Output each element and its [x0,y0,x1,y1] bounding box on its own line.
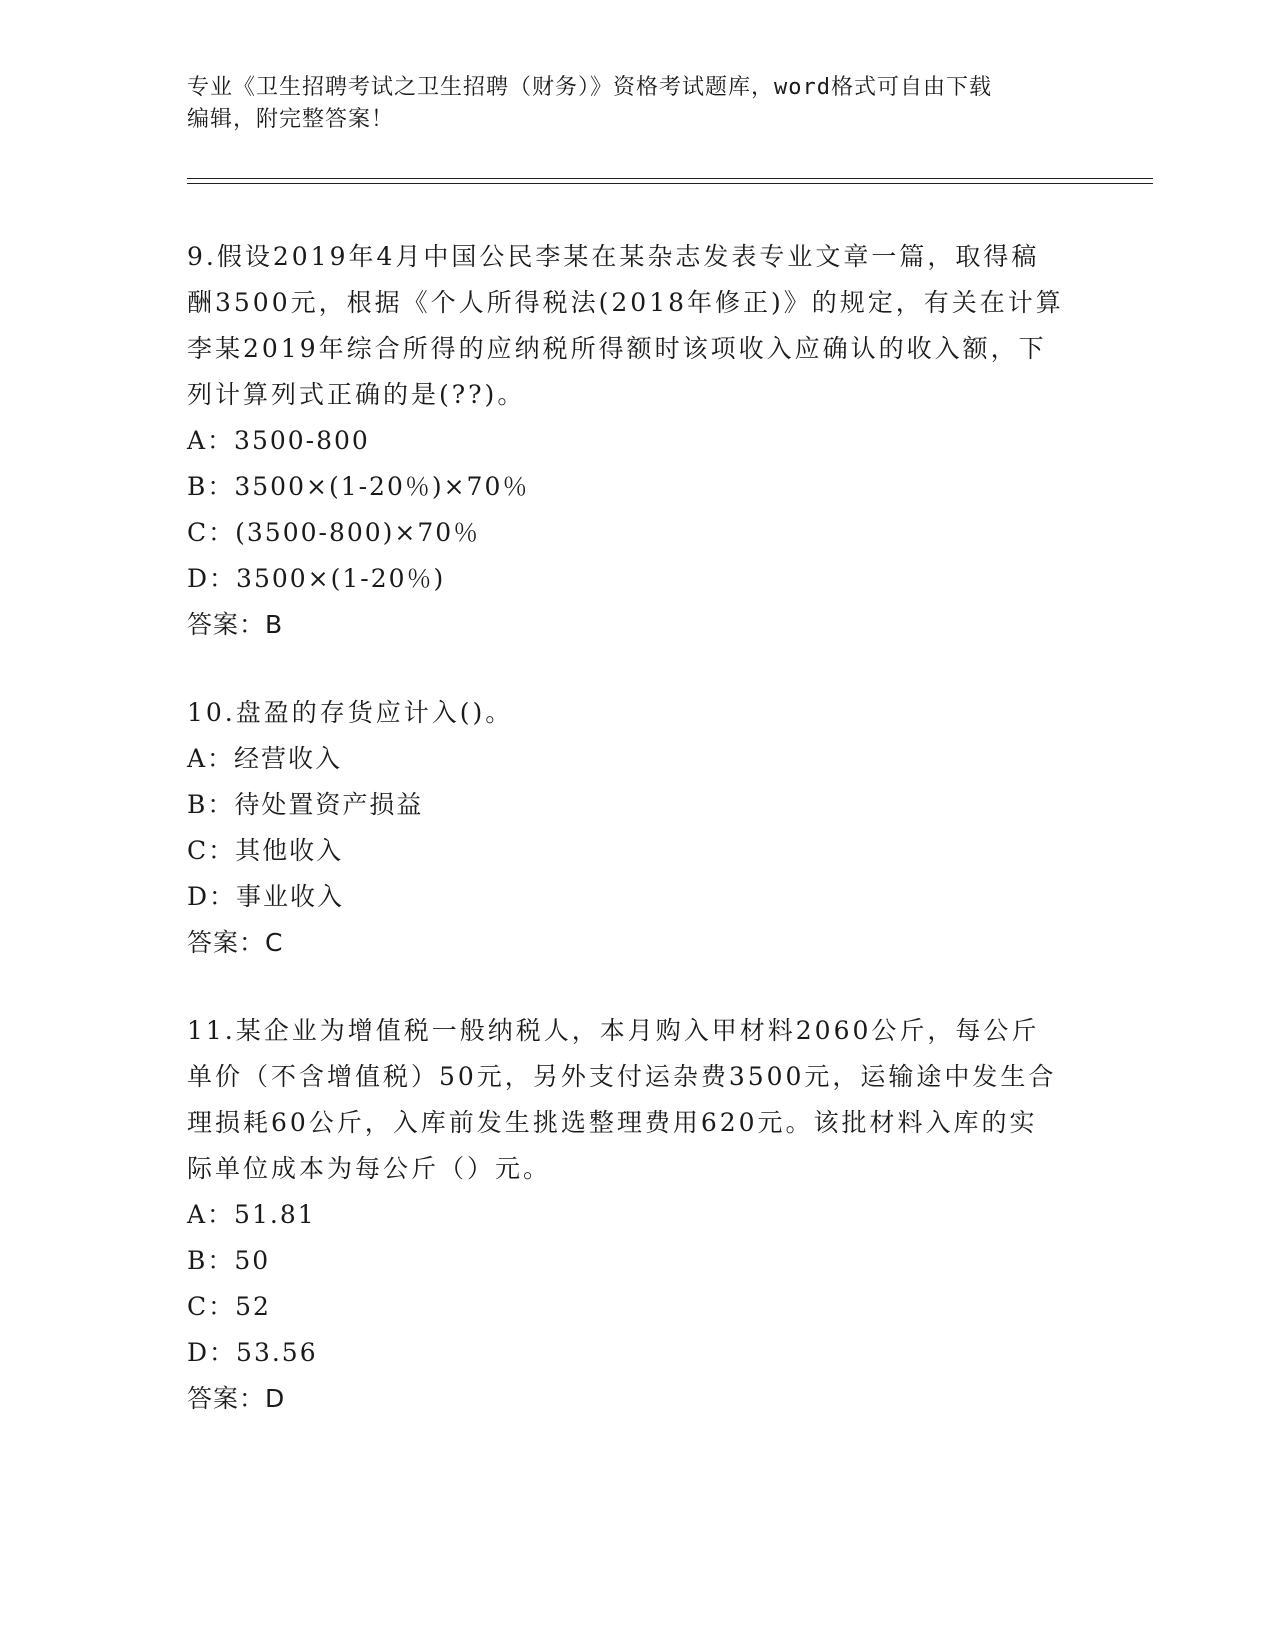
question-9 [187,234,1087,648]
question-stem: 9.假设2019年4月中国公民李某在某杂志发表专业文章一篇，取得稿 [187,242,1040,271]
option-d: D：事业收入 [187,882,345,911]
option-b: B：待处置资产损益 [187,790,424,819]
question-stem: 理损耗60公斤，入库前发生挑选整理费用620元。该批材料入库的实 [187,1108,1038,1137]
question-11 [187,1008,1087,1422]
question-stem: 单价（不含增值税）50元，另外支付运杂费3500元，运输途中发生合 [187,1062,1057,1091]
question-stem: 酬3500元，根据《个人所得税法(2018年修正)》的规定，有关在计算 [187,288,1064,317]
answer-line: 答案：D [187,1384,286,1413]
question-stem: 10.盘盈的存货应计入()。 [187,698,514,727]
option-c: C：(3500-800)×70％ [187,518,481,547]
option-d: D：3500×(1-20％) [187,564,446,593]
option-b: B：50 [187,1246,271,1275]
option-a: A：经营收入 [187,744,343,773]
header-divider [187,178,1153,179]
question-stem: 11.某企业为增值税一般纳税人，本月购入甲材料2060公斤，每公斤 [187,1016,1040,1045]
header-line: 专业《卫生招聘考试之卫生招聘（财务）》资格考试题库，word格式可自由下载 [187,75,992,100]
question-stem: 列计算列式正确的是(??)。 [187,380,526,409]
question-stem: 李某2019年综合所得的应纳税所得额时该项收入应确认的收入额，下 [187,334,1047,363]
option-b: B：3500×(1-20％)×70％ [187,472,530,501]
question-10 [187,690,1087,966]
option-c: C：其他收入 [187,836,344,865]
header-line: 编辑，附完整答案！ [187,107,395,132]
option-d: D：53.56 [187,1338,318,1367]
option-c: C：52 [187,1292,271,1321]
answer-line: 答案：C [187,928,284,957]
option-a: A：3500-800 [187,426,370,455]
question-stem: 际单位成本为每公斤（）元。 [187,1154,552,1183]
header-divider [187,183,1153,184]
answer-line: 答案：B [187,610,284,639]
document-header [187,72,1087,136]
option-a: A：51.81 [187,1200,316,1229]
